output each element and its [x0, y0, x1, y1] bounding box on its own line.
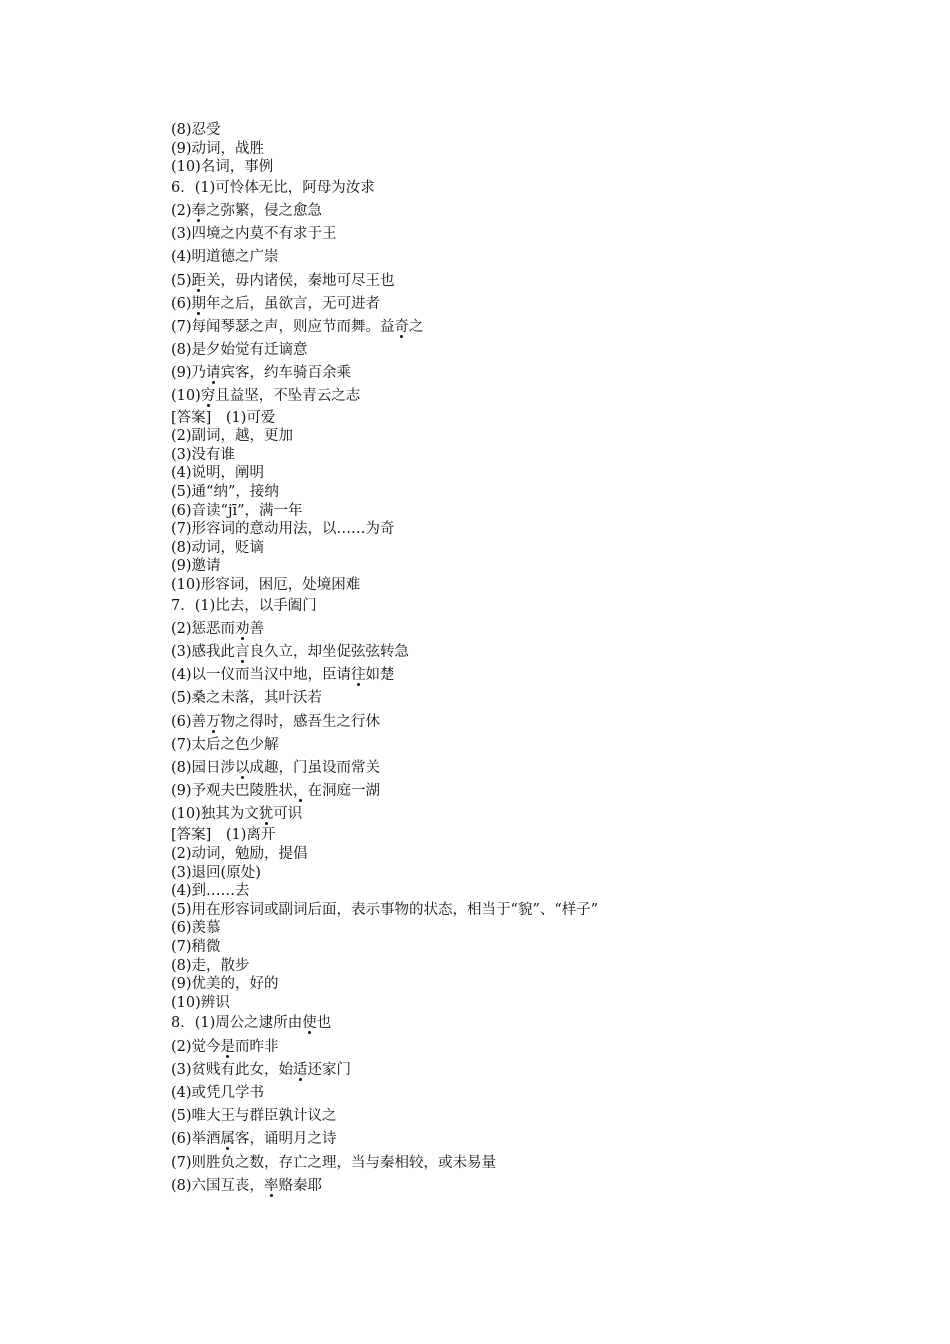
emphasis-dot-char: 距: [191, 272, 207, 289]
question-line: 6．(1)可怜体无比，阿母为汝求: [171, 179, 375, 196]
question-line: (8)园日涉以成趣，门虽设而常关: [171, 759, 381, 776]
emphasis-dot-char: 以: [235, 759, 250, 776]
answer-line: (9)邀请: [171, 558, 221, 575]
answer-line: (4)到……去: [171, 883, 250, 900]
answer-line: (3)退回(原处): [171, 864, 261, 881]
answer-line: (8)动词，贬谪: [171, 539, 265, 556]
question-line: (3)贫贱有此女，始适还家门: [171, 1061, 352, 1078]
question-line: (5)唯大王与群臣孰计议之: [171, 1108, 337, 1125]
emphasis-dot-char: 率: [264, 1177, 279, 1194]
question-line: (2)惩恶而劝善: [171, 620, 265, 637]
question-line: (2)觉今是而昨非: [171, 1038, 279, 1055]
emphasis-dot-char: 万: [206, 713, 221, 730]
emphasis-dot-char: 犹: [258, 806, 274, 823]
document-body: [171, 121, 891, 1198]
question-line: (7)太后之色少解: [171, 736, 279, 753]
question-line: (8)六国互丧，率赂秦耶: [171, 1177, 323, 1194]
answer-line: (8)忍受: [171, 122, 221, 138]
emphasis-dot-char: 属: [220, 1131, 236, 1148]
answer-line: (10)名词，事例: [171, 159, 274, 176]
emphasis-dot-char: 使: [302, 1015, 317, 1032]
answer-line: (3)没有谁: [171, 446, 236, 463]
answer-line: (5)用在形容词或副词后面，表示事物的状态，相当于“貌”、“样子”: [171, 901, 599, 918]
answer-line: (8)走，散步: [171, 957, 250, 974]
question-line: (8)是夕始觉有迁谪意: [171, 342, 308, 359]
emphasis-dot-char: 请: [206, 365, 221, 382]
emphasis-dot-char: 言: [235, 643, 250, 660]
emphasis-dot-char: 劝: [235, 620, 250, 637]
question-line: (4)以一仪而当汉中地，臣请往如楚: [171, 667, 395, 684]
answer-line: [答案] (1)可爱: [171, 409, 276, 426]
question-line: 7．(1)比去，以手阖门: [171, 597, 317, 614]
answer-line: (7)稍微: [171, 939, 221, 956]
answer-line: (4)说明，阐明: [171, 465, 265, 482]
emphasis-dot-char: ，: [293, 783, 308, 800]
answer-line: [答案] (1)离开: [171, 827, 276, 844]
question-line: (2)奉之弥繁，侵之愈急: [171, 202, 323, 219]
answer-line: (5)通“纳”，接纳: [171, 484, 279, 501]
answer-line: (9)优美的，好的: [171, 976, 279, 993]
emphasis-dot-char: 期: [191, 295, 207, 312]
question-line: (9)予观夫巴陵胜状，在洞庭一湖: [171, 783, 381, 800]
question-line: (6)期年之后，虽欲言，无可进者: [171, 295, 381, 312]
answer-line: (6)音读“jī”，满一年: [171, 502, 303, 519]
question-line: (6)善万物之得时，感吾生之行休: [171, 713, 381, 730]
question-line: (7)每闻琴瑟之声，则应节而舞。益奇之: [171, 318, 424, 335]
answer-line: (2)副词，越，更加: [171, 428, 294, 445]
answer-line: (10)形容词，困厄，处境困难: [171, 577, 361, 593]
emphasis-dot-char: 往: [351, 667, 366, 684]
question-line: (10)独其为文犹可识: [171, 806, 303, 823]
question-line: (7)则胜负之数，存亡之理，当与秦相较，或未易量: [171, 1154, 497, 1171]
emphasis-dot-char: 是: [220, 1038, 236, 1055]
answer-line: (7)形容词的意动用法，以……为奇: [171, 521, 395, 538]
question-line: (3)四境之内莫不有求于王: [171, 226, 337, 243]
question-line: (5)桑之未落，其叶沃若: [171, 690, 323, 707]
answer-line: (9)动词，战胜: [171, 140, 265, 157]
emphasis-dot-char: 奇: [394, 318, 410, 335]
emphasis-dot-char: 穷: [200, 388, 216, 405]
answer-line: (10)辨识: [171, 994, 230, 1011]
question-line: 8．(1)周公之逮所由使也: [171, 1015, 332, 1032]
emphasis-dot-char: 适: [293, 1061, 308, 1078]
question-line: (10)穷且益坚，不坠青云之志: [171, 388, 361, 405]
question-line: (6)举酒属客，诵明月之诗: [171, 1131, 337, 1148]
answer-line: (6)羡慕: [171, 920, 221, 937]
question-line: (4)明道德之广崇: [171, 249, 279, 266]
question-line: (3)感我此言良久立，却坐促弦弦转急: [171, 643, 410, 660]
question-line: (5)距关，毋内诸侯，秦地可尽王也: [171, 272, 395, 289]
question-line: (4)或凭几学书: [171, 1084, 265, 1101]
question-line: (9)乃请宾客，约车骑百余乘: [171, 365, 352, 382]
emphasis-dot-char: 奉: [191, 202, 207, 219]
answer-line: (2)动词，勉励，提倡: [171, 846, 308, 863]
